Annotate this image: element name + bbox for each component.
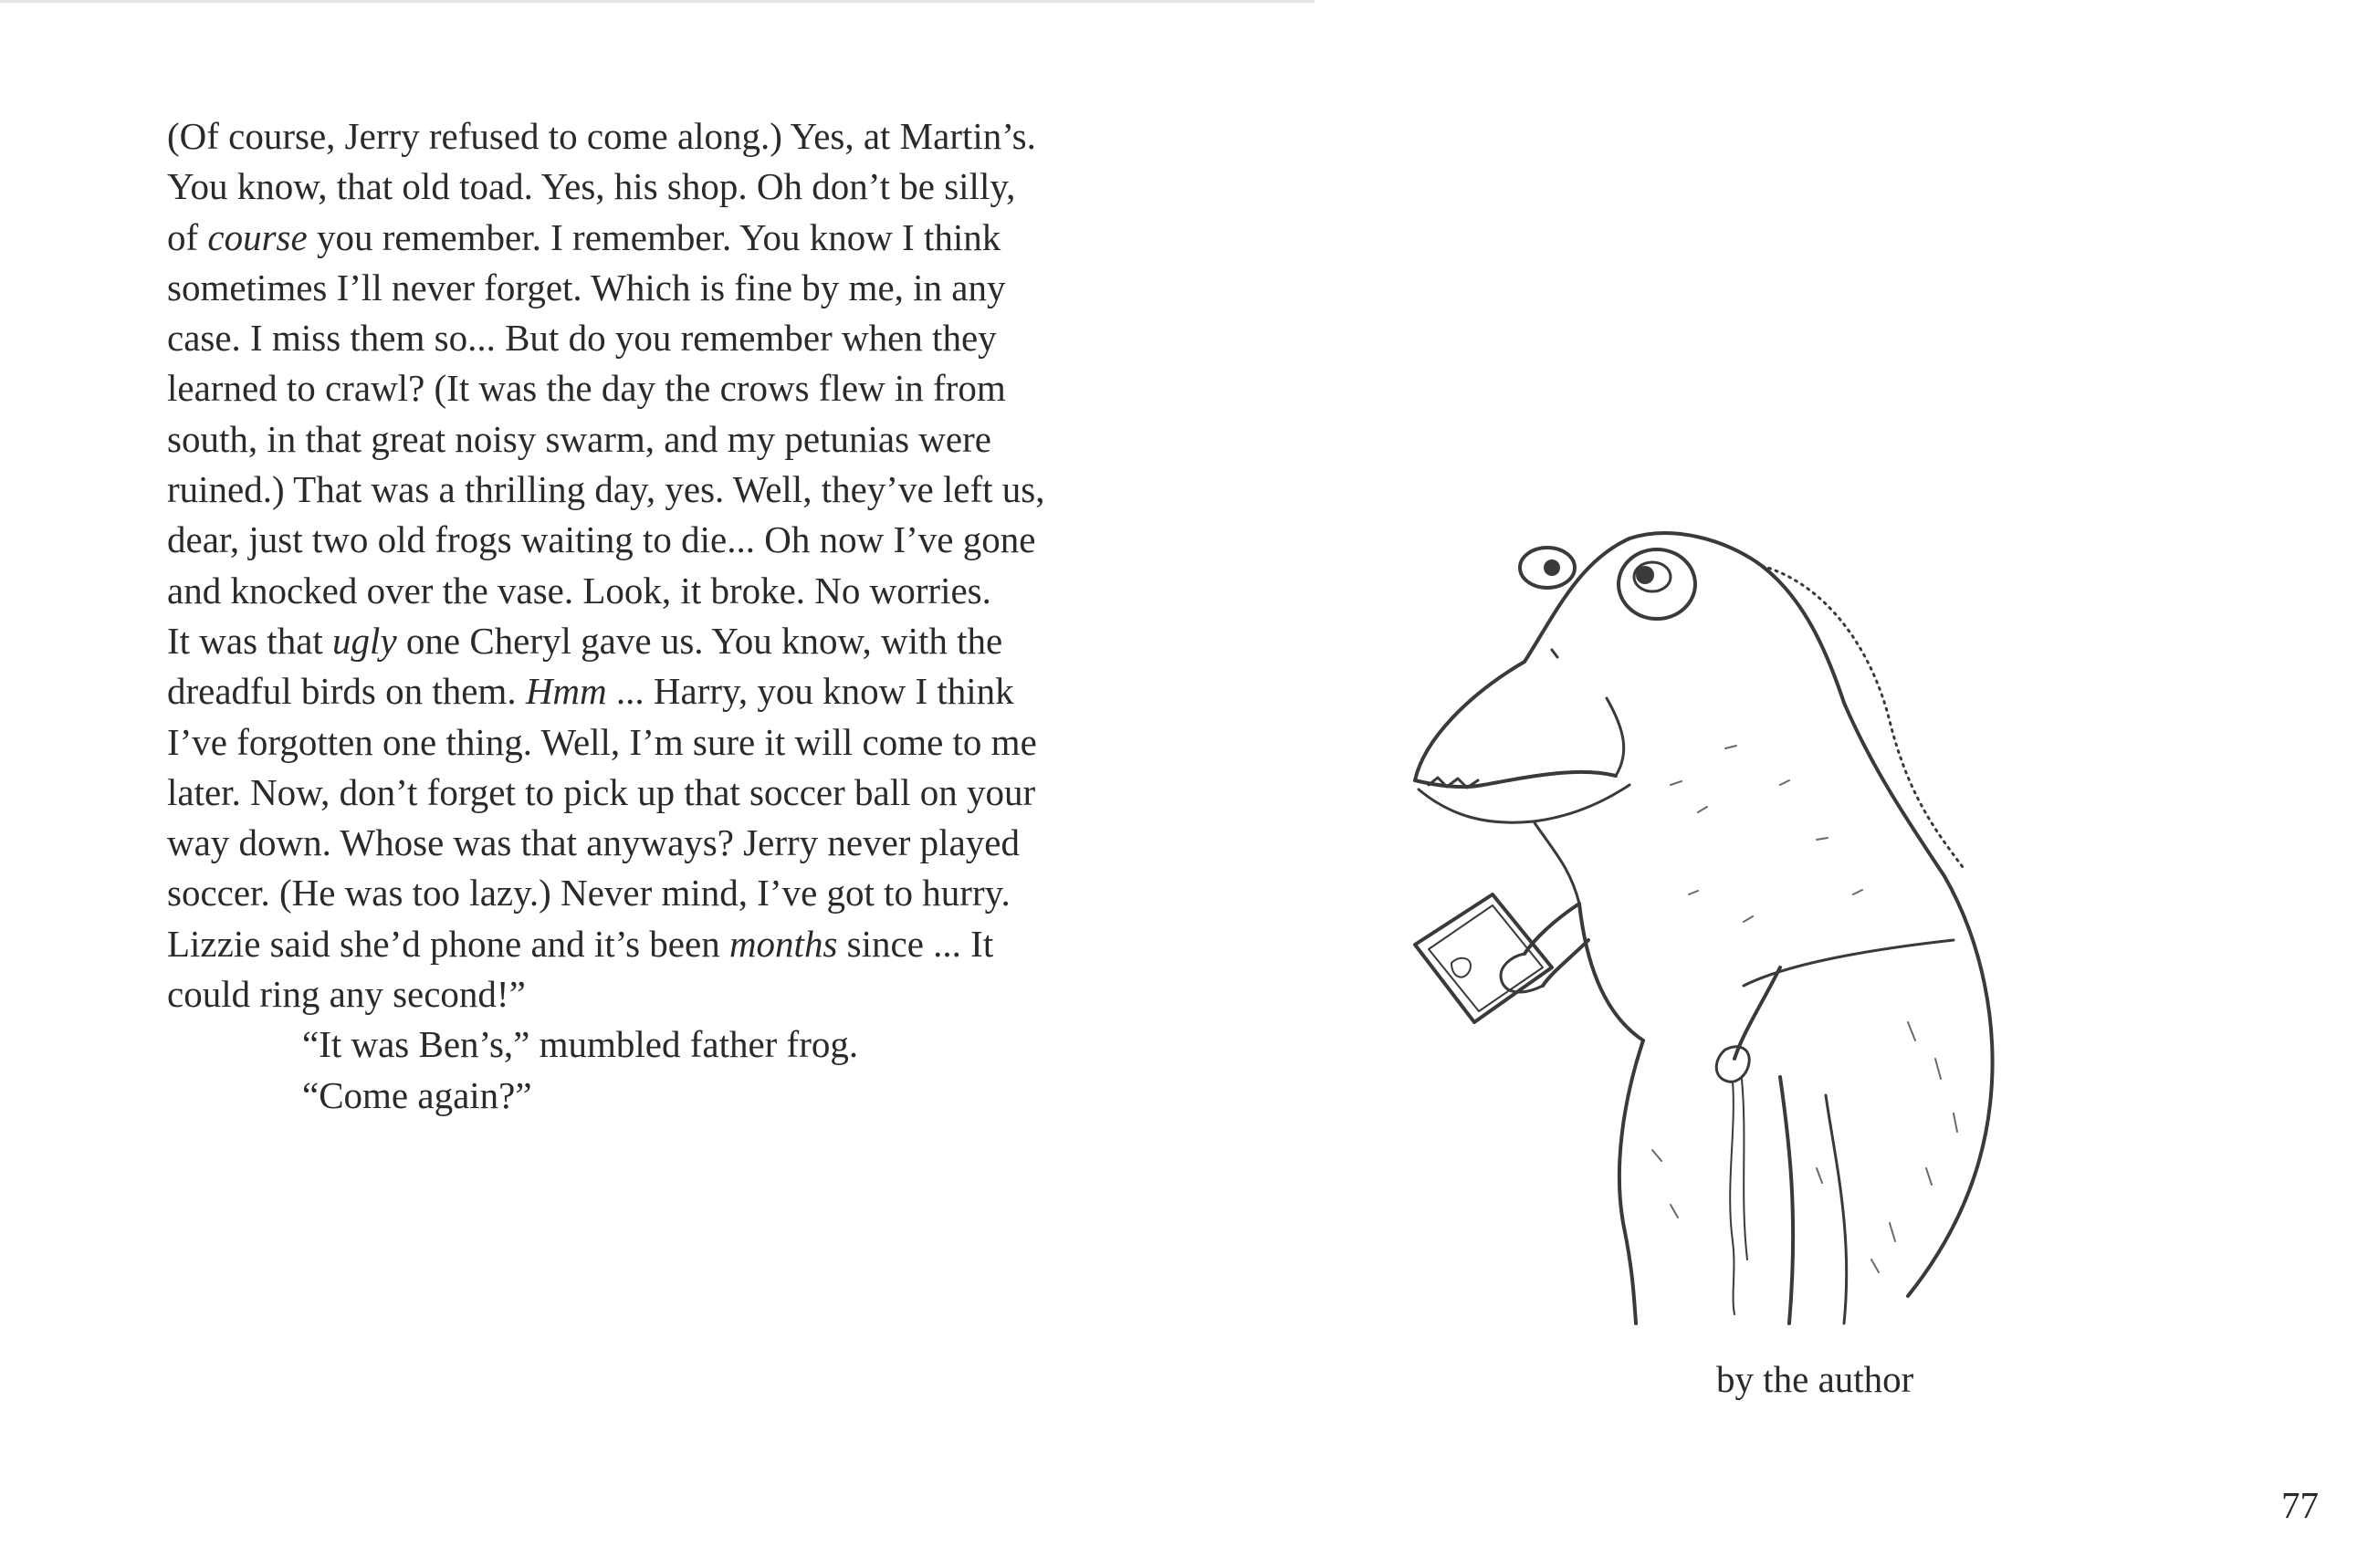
page-number: 77 — [2281, 1484, 2319, 1526]
prose-line: and knocked over the vase. Look, it broke. No worries. — [167, 569, 991, 612]
emphasis: months — [728, 922, 838, 965]
dialogue-line: “It was Ben’s,” mumbled father frog. — [302, 1023, 859, 1066]
prose-line: soccer. (He was too lazy.) Never mind, I’ve got to hurry. — [167, 872, 1011, 915]
prose-line: dreadful birds on them. Hmm ... Harry, you know I think — [167, 670, 1014, 713]
emphasis: course — [207, 215, 308, 258]
prose-line: (Of course, Jerry refused to come along.) Yes, at Martin’s. — [167, 115, 1036, 157]
top-edge-rule — [0, 0, 1315, 3]
illustration-caption: by the author — [1716, 1358, 1914, 1400]
prose-line: dear, just two old frogs waiting to die... Oh now I’ve gone — [167, 518, 1036, 561]
prose-line: later. Now, don’t forget to pick up that soccer ball on your — [167, 770, 1036, 813]
prose-line: could ring any second!” — [167, 973, 526, 1016]
emphasis: ugly — [332, 619, 397, 662]
prose-line: Lizzie said she’d phone and it’s been months since ... It — [167, 922, 994, 965]
prose-line: sometimes I’ll never forget. Which is fine by me, in any — [167, 266, 1006, 308]
prose-line: I’ve forgotten one thing. Well, I’m sure it will come to me — [167, 720, 1037, 763]
emphasis: Hmm — [525, 670, 607, 713]
prose-line: learned to crawl? (It was the day the crows flew in from — [167, 367, 1006, 410]
prose-line: of course you remember. I remember. You know I think — [167, 215, 1001, 258]
dialogue-line: “Come again?” — [302, 1073, 532, 1116]
prose-line: case. I miss them so... But do you remember when they — [167, 317, 997, 360]
prose-line: It was that ugly one Cheryl gave us. You know, with the — [167, 619, 1003, 662]
prose-line: You know, that old toad. Yes, his shop. Oh don’t be silly, — [167, 165, 1016, 208]
frog-illustration — [1397, 511, 2054, 1333]
prose-line: south, in that great noisy swarm, and my petunias were — [167, 417, 991, 460]
prose-body — [167, 111, 1263, 1121]
prose-line: ruined.) That was a thrilling day, yes. Well, they’ve left us, — [167, 468, 1045, 511]
prose-line: way down. Whose was that anyways? Jerry never played — [167, 821, 1020, 864]
